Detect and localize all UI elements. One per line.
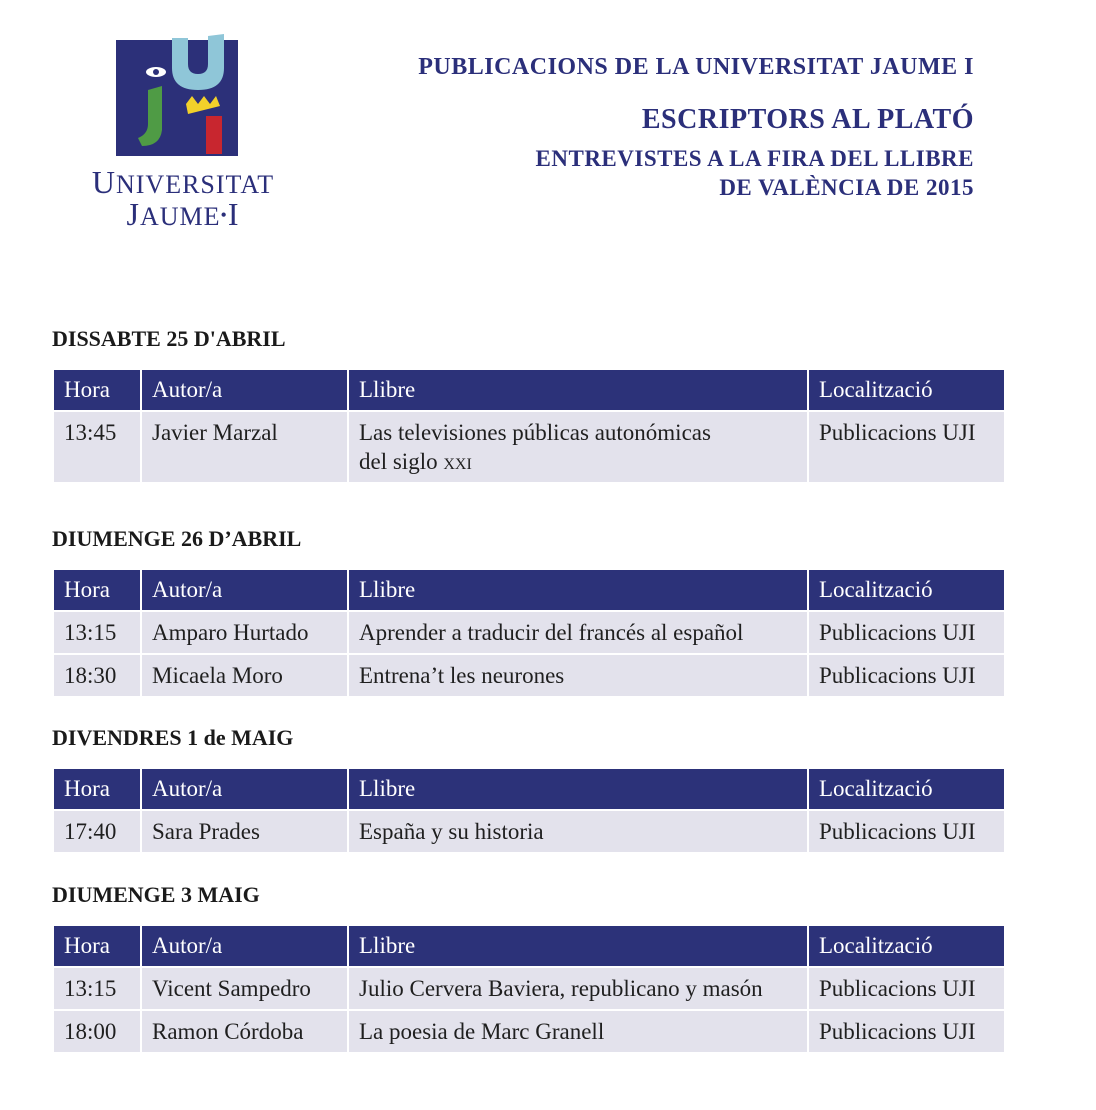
table-row [53,411,1005,483]
table-row [53,611,1005,654]
column-header-autor: Autor/a [141,768,348,810]
cell-localitzacio: Publicacions UJI [808,611,1005,654]
cell-llibre: España y su historia [348,810,808,853]
schedule-table-day-1 [52,368,1006,484]
column-header-llibre: Llibre [348,369,808,411]
column-header-autor: Autor/a [141,369,348,411]
cell-localitzacio: Publicacions UJI [808,411,1005,483]
column-header-hora: Hora [53,768,141,810]
page-title: ESCRIPTORS AL PLATÓ [641,104,974,135]
schedule-table-day-4 [52,924,1006,1054]
column-header-autor: Autor/a [141,925,348,967]
table-header-row [53,369,1005,411]
cell-llibre: Julio Cervera Baviera, republicano y masón [348,967,808,1010]
section-title-day-3: DIVENDRES 1 de MAIG [52,725,294,750]
column-header-hora: Hora [53,369,141,411]
schedule-table-day-2 [52,568,1006,698]
llibre-line-1: Las televisiones públicas autonómicas [359,420,711,445]
section-title-day-2: DIUMENGE 26 D’ABRIL [52,526,302,551]
table-row [53,810,1005,853]
publisher-heading: PUBLICACIONS DE LA UNIVERSITAT JAUME I [418,54,974,80]
column-header-hora: Hora [53,569,141,611]
cell-llibre: La poesia de Marc Granell [348,1010,808,1053]
llibre-line-2: del siglo [359,449,444,474]
table-header-row [53,569,1005,611]
column-header-localitzacio: Localització [808,768,1005,810]
schedule-table-day-3 [52,767,1006,854]
cell-autor: Amparo Hurtado [141,611,348,654]
column-header-hora: Hora [53,925,141,967]
cell-hora: 13:15 [53,611,141,654]
table-row [53,967,1005,1010]
llibre-small-caps: xxi [443,449,472,474]
column-header-localitzacio: Localització [808,569,1005,611]
section-title-day-1: DISSABTE 25 D'ABRIL [52,326,286,351]
cell-llibre: Entrena’t les neurones [348,654,808,697]
table-row [53,654,1005,697]
column-header-localitzacio: Localització [808,369,1005,411]
column-header-llibre: Llibre [348,569,808,611]
uji-logo-icon [116,34,238,156]
university-logo [78,30,288,230]
table-header-row [53,768,1005,810]
cell-hora: 13:15 [53,967,141,1010]
cell-localitzacio: Publicacions UJI [808,967,1005,1010]
subtitle-line-1: ENTREVISTES A LA FIRA DEL LLIBRE [535,146,974,171]
column-header-localitzacio: Localització [808,925,1005,967]
cell-hora: 18:00 [53,1010,141,1053]
cell-autor: Micaela Moro [141,654,348,697]
cell-localitzacio: Publicacions UJI [808,1010,1005,1053]
cell-hora: 17:40 [53,810,141,853]
cell-hora: 13:45 [53,411,141,483]
column-header-llibre: Llibre [348,768,808,810]
cell-autor: Vicent Sampedro [141,967,348,1010]
cell-llibre [348,411,808,483]
cell-autor: Ramon Córdoba [141,1010,348,1053]
logo-line-1: UNIVERSITAT [91,164,275,200]
cell-hora: 18:30 [53,654,141,697]
cell-autor: Javier Marzal [141,411,348,483]
subtitle-line-2: DE VALÈNCIA DE 2015 [719,175,974,200]
cell-autor: Sara Prades [141,810,348,853]
cell-llibre: Aprender a traducir del francés al español [348,611,808,654]
column-header-llibre: Llibre [348,925,808,967]
section-title-day-4: DIUMENGE 3 MAIG [52,882,260,907]
column-header-autor: Autor/a [141,569,348,611]
table-header-row [53,925,1005,967]
cell-localitzacio: Publicacions UJI [808,654,1005,697]
table-row [53,1010,1005,1053]
logo-line-2: JAUME•I [126,196,240,232]
cell-localitzacio: Publicacions UJI [808,810,1005,853]
